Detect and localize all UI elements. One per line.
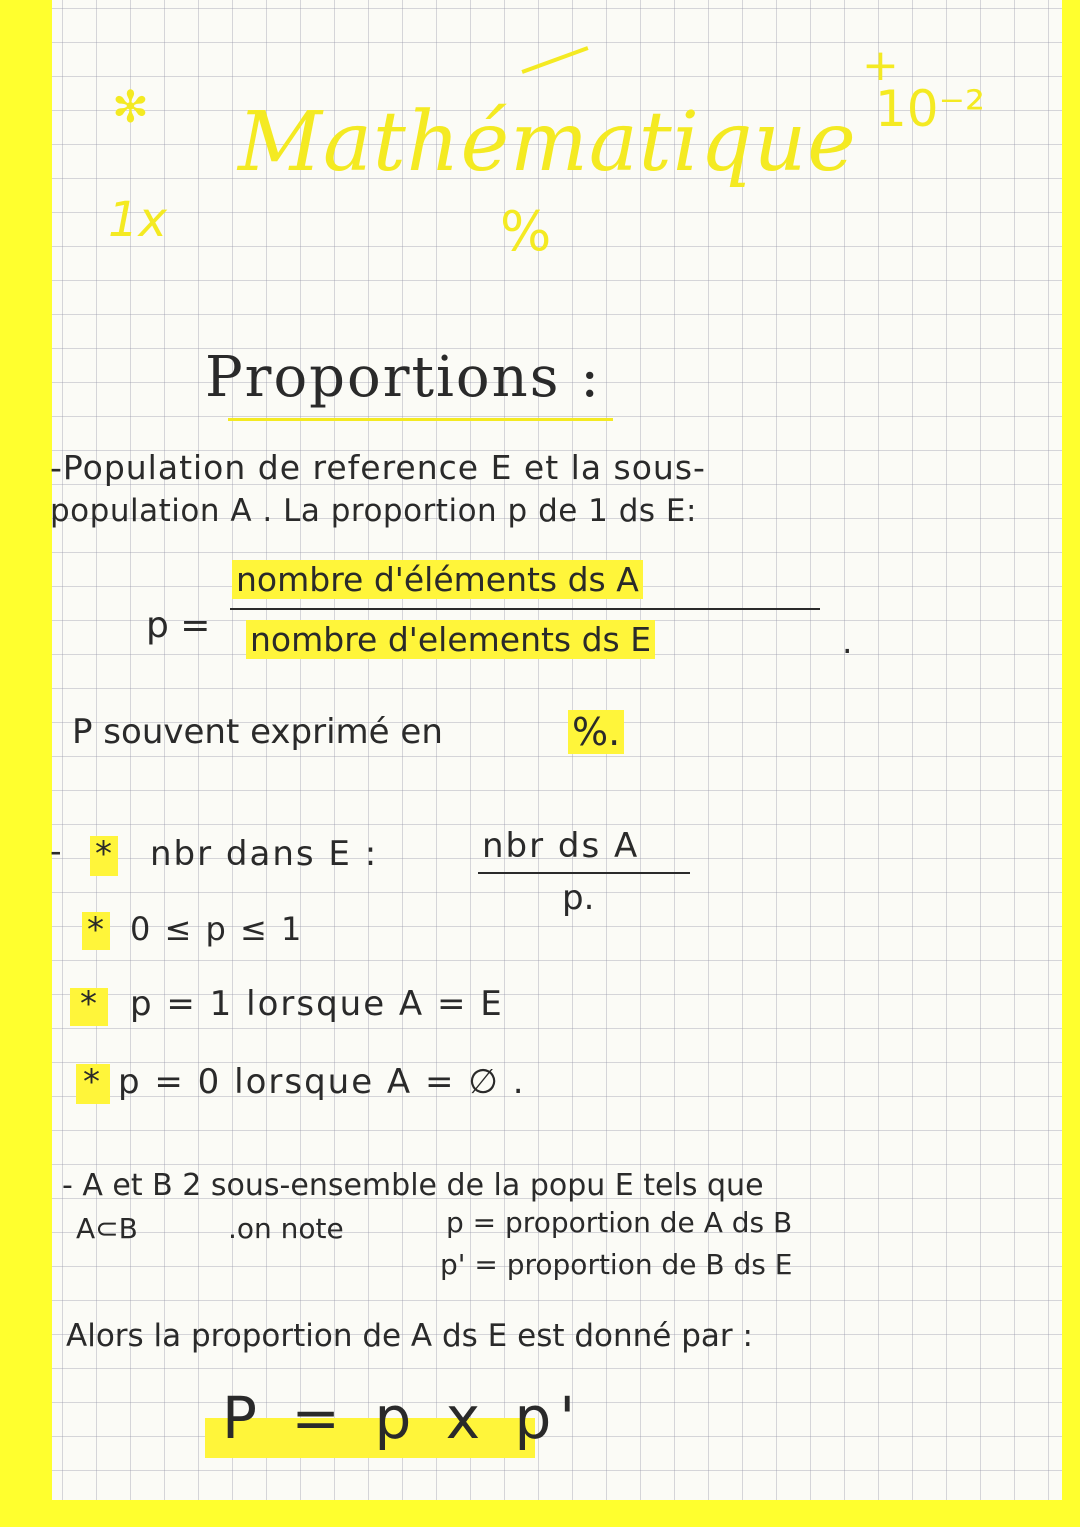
intro-line-1: -Population de reference E et la sous-	[50, 448, 706, 487]
subsets-line-2-mid: .on note	[228, 1212, 344, 1245]
final-formula: P = p x p'	[222, 1384, 584, 1452]
property-1-fraction-bar	[478, 872, 690, 874]
subsets-line-2-left: A⊂B	[76, 1212, 138, 1245]
page-title: Mathématique	[238, 95, 857, 190]
bullet-3: *	[80, 984, 97, 1024]
property-1-numerator: nbr ds A	[482, 826, 640, 866]
deco-plus: +	[862, 40, 899, 91]
property-1-text: nbr dans E :	[150, 834, 379, 874]
note-text: P souvent exprimé en	[72, 712, 443, 752]
section-title: Proportions :	[205, 345, 602, 410]
formula-denominator: nombre d'elements ds E	[246, 620, 655, 659]
property-4: p = 0 lorsque A = ∅ .	[118, 1062, 526, 1102]
subsets-line-1: - A et B 2 sous-ensemble de la popu E tels que	[62, 1168, 764, 1203]
formula-fraction-bar	[230, 608, 820, 610]
property-1-denominator: p.	[562, 878, 595, 918]
deco-1x: 1x	[108, 192, 167, 248]
intro-line-2: population A . La proportion p de 1 ds E:	[50, 493, 697, 529]
formula-lhs: p =	[146, 605, 211, 646]
property-3: p = 1 lorsque A = E	[130, 984, 504, 1024]
properties-dash: -	[50, 832, 62, 870]
bullet-4: *	[83, 1062, 100, 1102]
note-unit: %.	[568, 710, 624, 754]
bullet-1: *	[95, 834, 112, 874]
property-2: 0 ≤ p ≤ 1	[130, 910, 304, 948]
formula-numerator: nombre d'éléments ds A	[232, 560, 643, 599]
deco-power: 10⁻²	[875, 80, 986, 138]
deco-percent: %	[500, 200, 552, 263]
section-title-underline	[228, 418, 613, 421]
subsets-line-3: p' = proportion de B ds E	[440, 1248, 793, 1281]
deco-star: ✻	[112, 82, 149, 133]
bullet-2: *	[87, 910, 104, 950]
formula-end: .	[842, 622, 853, 661]
subsets-line-2-right: p = proportion de A ds B	[446, 1206, 793, 1239]
conclusion-text: Alors la proportion de A ds E est donné par :	[66, 1318, 753, 1354]
